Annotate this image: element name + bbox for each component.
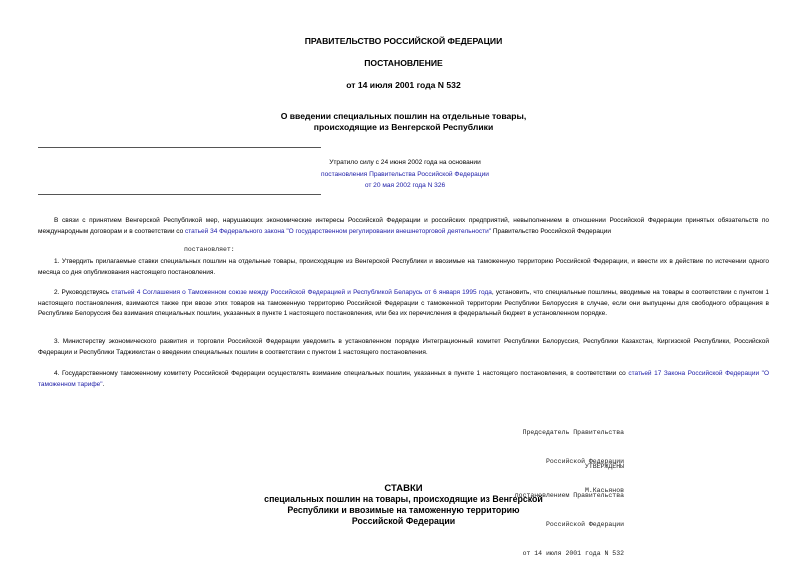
repeal-decree-date-link[interactable]: от 20 мая 2002 года N 326 <box>364 182 446 189</box>
divider-bottom <box>38 194 321 195</box>
paragraph-3 <box>38 337 769 358</box>
rates-subtitle <box>0 494 807 527</box>
customs-union-agreement-link[interactable]: статьей 4 Соглашения о Таможенном союзе между Российской Федерацией и Республикой Беларусь от 6 января 1995 года <box>111 289 492 296</box>
title-line-1: О введении специальных пошлин на отдельные товары, <box>280 111 527 121</box>
repeal-decree-link[interactable]: постановления Правительства Российской Федерации <box>321 170 489 178</box>
paragraph-2-text-end: , установить, что специальные пошлины, вводимые на товары в соответствии с пунктом 1 настоящего постановления, взимаются также при ввозе этих товаров на таможенную территорию Российской Федерации с таможенной территории Республики Белоруссия в случае, если они выпущены для свободного обращения в Республике Белоруссия без взимания специальных пошлин, указанных в пункте 1 настоящего постановления, или без их перечисления в федеральный бюджет в установленном порядке. <box>38 289 770 317</box>
approval-by: постановлением Правительства <box>514 491 624 499</box>
rates-subtitle-line-2: Республики и ввозимые на таможенную территорию <box>287 505 520 515</box>
paragraph-4-text: 4. Государственному таможенному комитету Российской Федерации осуществлять взимание специальных пошлин, указанных в пункте 1 настоящего постановления, в соответствии со <box>54 370 629 377</box>
approval-country: Российской Федерации <box>545 520 624 528</box>
customs-tariff-law-link[interactable]: статьей 17 Закона Российской Федерации "О таможенном тарифе" <box>38 370 770 388</box>
signature-country: Российской Федерации <box>545 457 624 465</box>
preamble-text: В связи с принятием Венгерской Республикой мер, нарушающих экономические интересы Российской Федерации и российских предприятий, невыполнением в отношении Российской Федерации принятых обязательств по международным договорам и в соответствии со <box>38 217 769 235</box>
paragraph-1-text: 1. Утвердить прилагаемые ставки специальных пошлин на отдельные товары, происходящие из Венгерской Республики и ввозимые на таможенную территорию Российской Федерации, и ввести их в действие по истечении одного месяца со дня опубликования настоящего постановления. <box>38 258 769 276</box>
law-article-34-link[interactable]: статьей 34 Федерального закона "О государственном регулировании внешнеторговой деятельности" <box>185 227 492 235</box>
paragraph-2-text: 2. Руководствуясь <box>54 289 112 296</box>
rates-subtitle-line-3: Российской Федерации <box>351 516 456 526</box>
document-title <box>0 111 807 133</box>
paragraph-3-text: 3. Министерству экономического развития и торговли Российской Федерации уведомить в установленном порядке Интеграционный комитет Республики Белоруссия, Республики Казахстан, Киргизской Республики, Российской Федерации и Республики Таджикистан о введении специальных пошлин в соответствии с пунктом 1 настоящего постановления. <box>38 338 769 356</box>
preamble-paragraph <box>38 216 769 237</box>
decree-word: постановляет: <box>184 246 235 253</box>
signature-title: Председатель Правительства <box>522 429 624 437</box>
paragraph-1 <box>38 257 769 278</box>
doc-type-heading: ПОСТАНОВЛЕНИЕ <box>364 58 443 68</box>
paragraph-4 <box>38 369 769 390</box>
preamble-text-end: Правительство Российской Федерации <box>491 227 611 235</box>
rates-heading: СТАВКИ <box>384 483 423 494</box>
status-note <box>310 157 500 192</box>
approval-date: от 14 июля 2001 года N 532 <box>522 549 624 557</box>
government-heading: ПРАВИТЕЛЬСТВО РОССИЙСКОЙ ФЕДЕРАЦИИ <box>304 36 503 46</box>
paragraph-4-text-end: . <box>102 380 105 388</box>
divider-top <box>38 147 321 148</box>
approval-word: УТВЕРЖДЕНЫ <box>584 463 624 471</box>
paragraph-2 <box>38 288 769 320</box>
signature-name: М.Касьянов <box>584 486 624 494</box>
date-number-heading: от 14 июля 2001 года N 532 <box>346 80 461 90</box>
title-line-2: происходящие из Венгерской Республики <box>313 122 494 132</box>
status-note-text: Утратило силу с 24 июня 2002 года на основании <box>329 159 481 166</box>
rates-subtitle-line-1: специальных пошлин на товары, происходящие из Венгерской <box>264 494 543 504</box>
